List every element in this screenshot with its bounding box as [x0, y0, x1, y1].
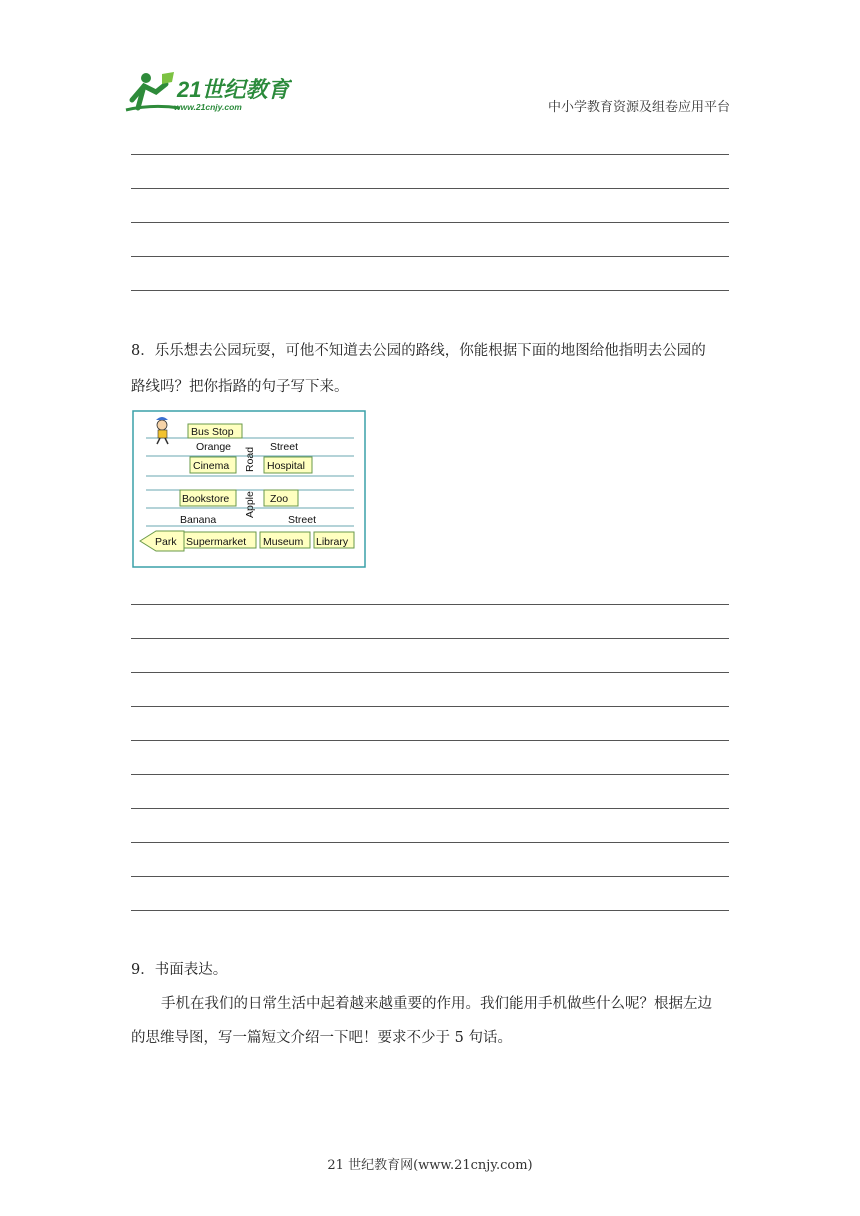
answer-line[interactable]	[131, 740, 729, 741]
map-hospital: Hospital	[267, 460, 305, 472]
question-8	[131, 333, 731, 405]
map-museum: Museum	[263, 536, 304, 548]
question-8-line1: 8．乐乐想去公园玩耍，可他不知道去公园的路线，你能根据下面的地图给他指明去公园的	[131, 343, 706, 359]
answer-line[interactable]	[131, 290, 729, 291]
answer-line[interactable]	[131, 910, 729, 911]
map-apple: Apple	[244, 491, 256, 518]
answer-line[interactable]	[131, 876, 729, 877]
map-zoo: Zoo	[270, 493, 289, 505]
map-supermarket: Supermarket	[186, 536, 247, 548]
question-8-line2: 路线吗？把你指路的句子写下来。	[131, 379, 349, 395]
header-tagline: 中小学教育资源及组卷应用平台	[547, 100, 730, 115]
answer-line[interactable]	[131, 256, 729, 257]
answer-line[interactable]	[131, 672, 729, 673]
answer-line[interactable]	[131, 638, 729, 639]
map-orange: Orange	[196, 441, 232, 453]
map-bookstore: Bookstore	[182, 493, 230, 505]
logo-main-text: 21世纪教育	[177, 77, 290, 102]
map-cinema: Cinema	[193, 460, 230, 472]
question-9-line2: 的思维导图，写一篇短文介绍一下吧！要求不少于 5 句话。	[131, 1030, 512, 1046]
page-footer: 21 世纪教育网(www.21cnjy.com)	[327, 1158, 533, 1173]
logo-runner-icon	[122, 70, 292, 114]
logo	[122, 70, 292, 114]
map-banana-street: Street	[288, 514, 317, 526]
logo-url-text: www.21cnjy.com	[174, 102, 242, 112]
map-park: Park	[155, 536, 177, 548]
answer-line[interactable]	[131, 188, 729, 189]
answer-line[interactable]	[131, 808, 729, 809]
map-library: Library	[316, 536, 349, 548]
question-9-line1: 手机在我们的日常生活中起着越来越重要的作用。我们能用手机做些什么呢？根据左边	[161, 996, 712, 1012]
route-map	[132, 410, 366, 568]
question-9-title: 9．书面表达。	[131, 962, 228, 978]
answer-line[interactable]	[131, 154, 729, 155]
map-bus-stop: Bus Stop	[191, 426, 234, 438]
map-road: Road	[244, 446, 256, 472]
answer-line[interactable]	[131, 604, 729, 605]
answer-line[interactable]	[131, 222, 729, 223]
answer-line[interactable]	[131, 774, 729, 775]
answer-line[interactable]	[131, 706, 729, 707]
map-orange-street: Street	[270, 441, 299, 453]
map-banana: Banana	[180, 514, 217, 526]
answer-line[interactable]	[131, 842, 729, 843]
